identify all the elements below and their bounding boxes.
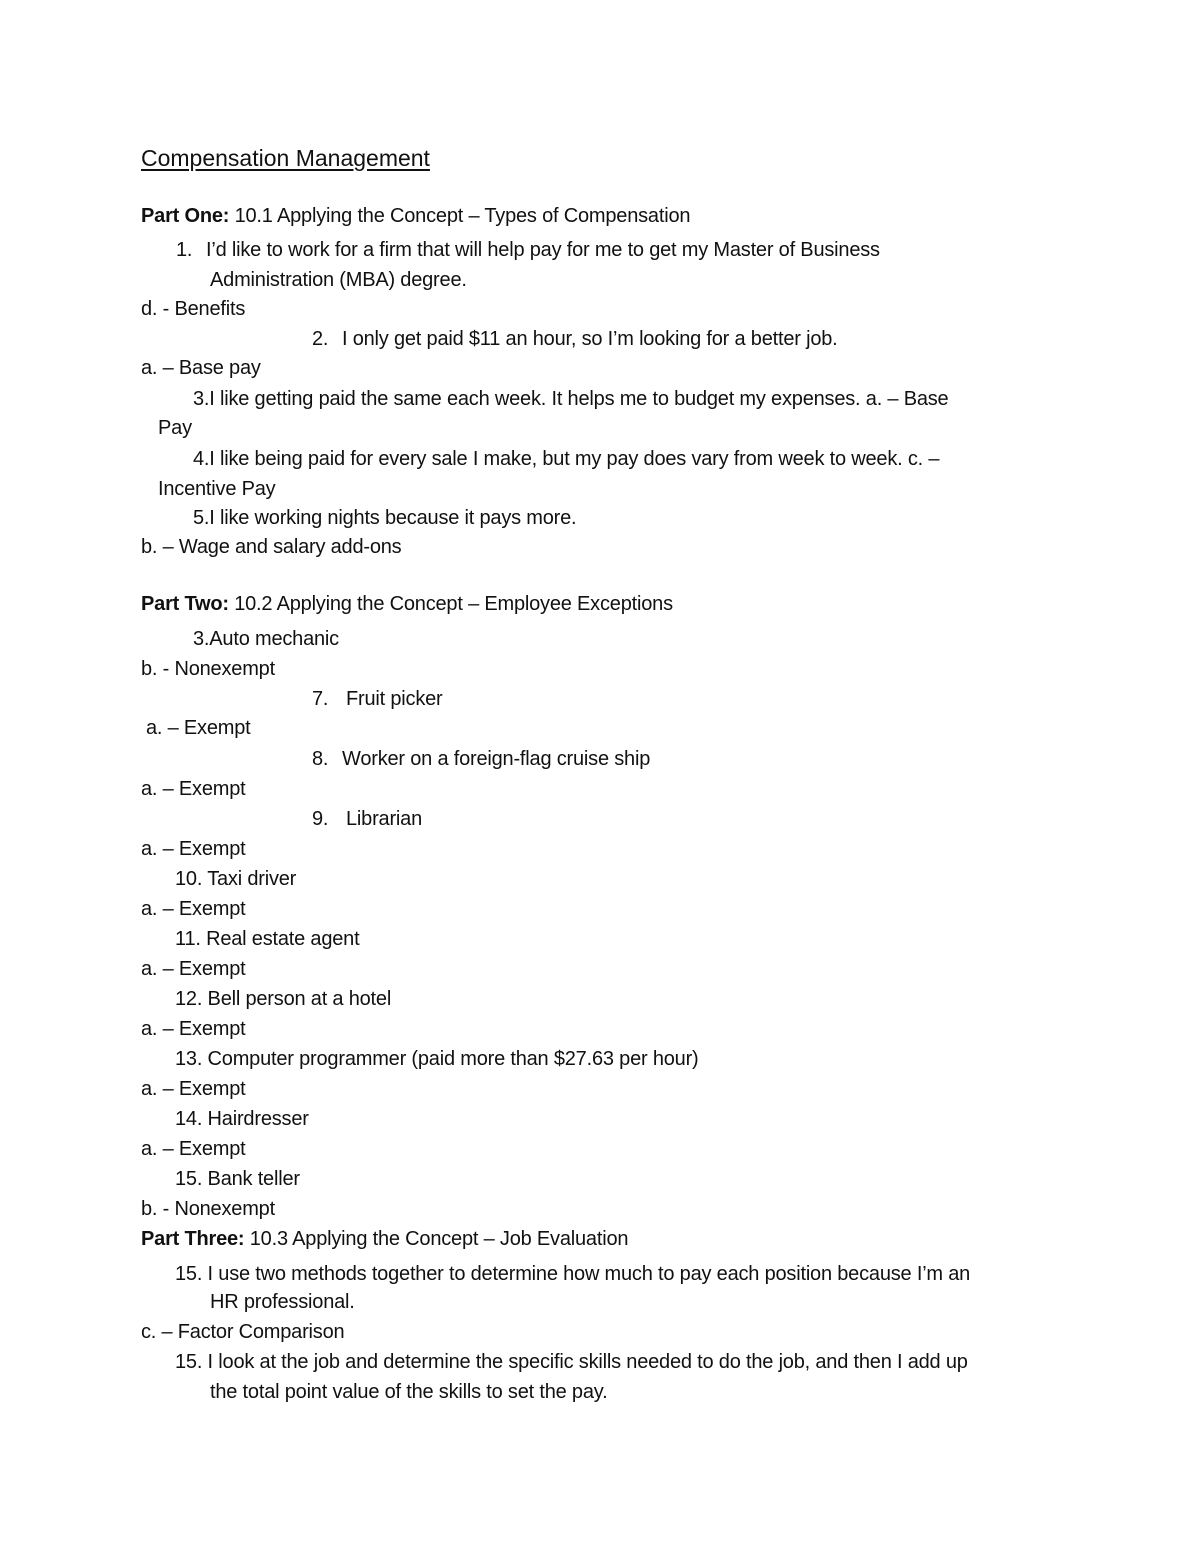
question-1-line-2: Administration (MBA) degree.: [210, 269, 467, 291]
answer-item-9: a. – Exempt: [141, 838, 246, 860]
part-three-question-2-line-1: 15. I look at the job and determine the specific skills needed to do the job, and then I add up: [175, 1351, 968, 1373]
item-10: 10. Taxi driver: [175, 868, 297, 890]
answer-item-3: b. - Nonexempt: [141, 658, 275, 680]
part-three-label: Part Three:: [141, 1228, 245, 1250]
part-two-heading: [141, 592, 673, 616]
item-7-number: 7.: [312, 688, 329, 710]
answer-2: a. – Base pay: [141, 357, 261, 379]
item-8-text: Worker on a foreign-flag cruise ship: [342, 748, 651, 770]
answer-item-15: b. - Nonexempt: [141, 1198, 275, 1220]
part-three-title: 10.3 Applying the Concept – Job Evaluation: [244, 1228, 629, 1250]
question-5: 5.I like working nights because it pays more.: [193, 507, 577, 529]
answer-item-11: a. – Exempt: [141, 958, 246, 980]
item-7-text: Fruit picker: [346, 688, 443, 710]
answer-item-10: a. – Exempt: [141, 898, 246, 920]
item-8-number: 8.: [312, 748, 329, 770]
question-1-number: 1.: [176, 239, 193, 261]
part-two-title: 10.2 Applying the Concept – Employee Exceptions: [228, 593, 673, 615]
question-4-line-1: 4.I like being paid for every sale I make, but my pay does vary from week to week. c. –: [193, 448, 940, 470]
item-9: [312, 807, 422, 831]
item-13: 13. Computer programmer (paid more than $27.63 per hour): [175, 1048, 699, 1070]
question-1-text: I’d like to work for a firm that will help pay for me to get my Master of Business: [206, 239, 880, 261]
part-three-answer-1: c. – Factor Comparison: [141, 1321, 345, 1343]
part-three-question-1-line-2: HR professional.: [210, 1291, 355, 1313]
question-3-line-2: Pay: [158, 417, 192, 439]
question-3-line-1: 3.I like getting paid the same each week. It helps me to budget my expenses. a. – Base: [193, 388, 949, 410]
answer-item-7: a. – Exempt: [146, 717, 251, 739]
question-2-text: I only get paid $11 an hour, so I’m looking for a better job.: [342, 328, 838, 350]
item-14: 14. Hairdresser: [175, 1108, 309, 1130]
part-one-title: 10.1 Applying the Concept – Types of Compensation: [229, 205, 691, 227]
part-one-label: Part One:: [141, 205, 230, 227]
item-3: 3.Auto mechanic: [193, 628, 339, 650]
part-three-question-1-line-1: 15. I use two methods together to determine how much to pay each position because I’m an: [175, 1263, 971, 1285]
answer-item-13: a. – Exempt: [141, 1078, 246, 1100]
part-three-heading: [141, 1227, 628, 1251]
answer-1: d. - Benefits: [141, 298, 246, 320]
question-1-line-1: [176, 238, 880, 262]
item-12: 12. Bell person at a hotel: [175, 988, 392, 1010]
answer-5: b. – Wage and salary add-ons: [141, 536, 402, 558]
document-title: Compensation Management: [141, 145, 430, 171]
answer-item-8: a. – Exempt: [141, 778, 246, 800]
question-4-line-2: Incentive Pay: [158, 478, 276, 500]
part-one-heading: [141, 204, 690, 228]
item-8: [312, 747, 650, 771]
question-2: [312, 327, 838, 351]
item-15: 15. Bank teller: [175, 1168, 300, 1190]
part-three-question-2-line-2: the total point value of the skills to set the pay.: [210, 1381, 608, 1403]
item-9-text: Librarian: [346, 808, 423, 830]
question-2-number: 2.: [312, 328, 329, 350]
answer-item-12: a. – Exempt: [141, 1018, 246, 1040]
part-two-label: Part Two:: [141, 593, 229, 615]
item-7: [312, 687, 443, 711]
item-9-number: 9.: [312, 808, 329, 830]
answer-item-14: a. – Exempt: [141, 1138, 246, 1160]
item-11: 11. Real estate agent: [175, 928, 360, 950]
